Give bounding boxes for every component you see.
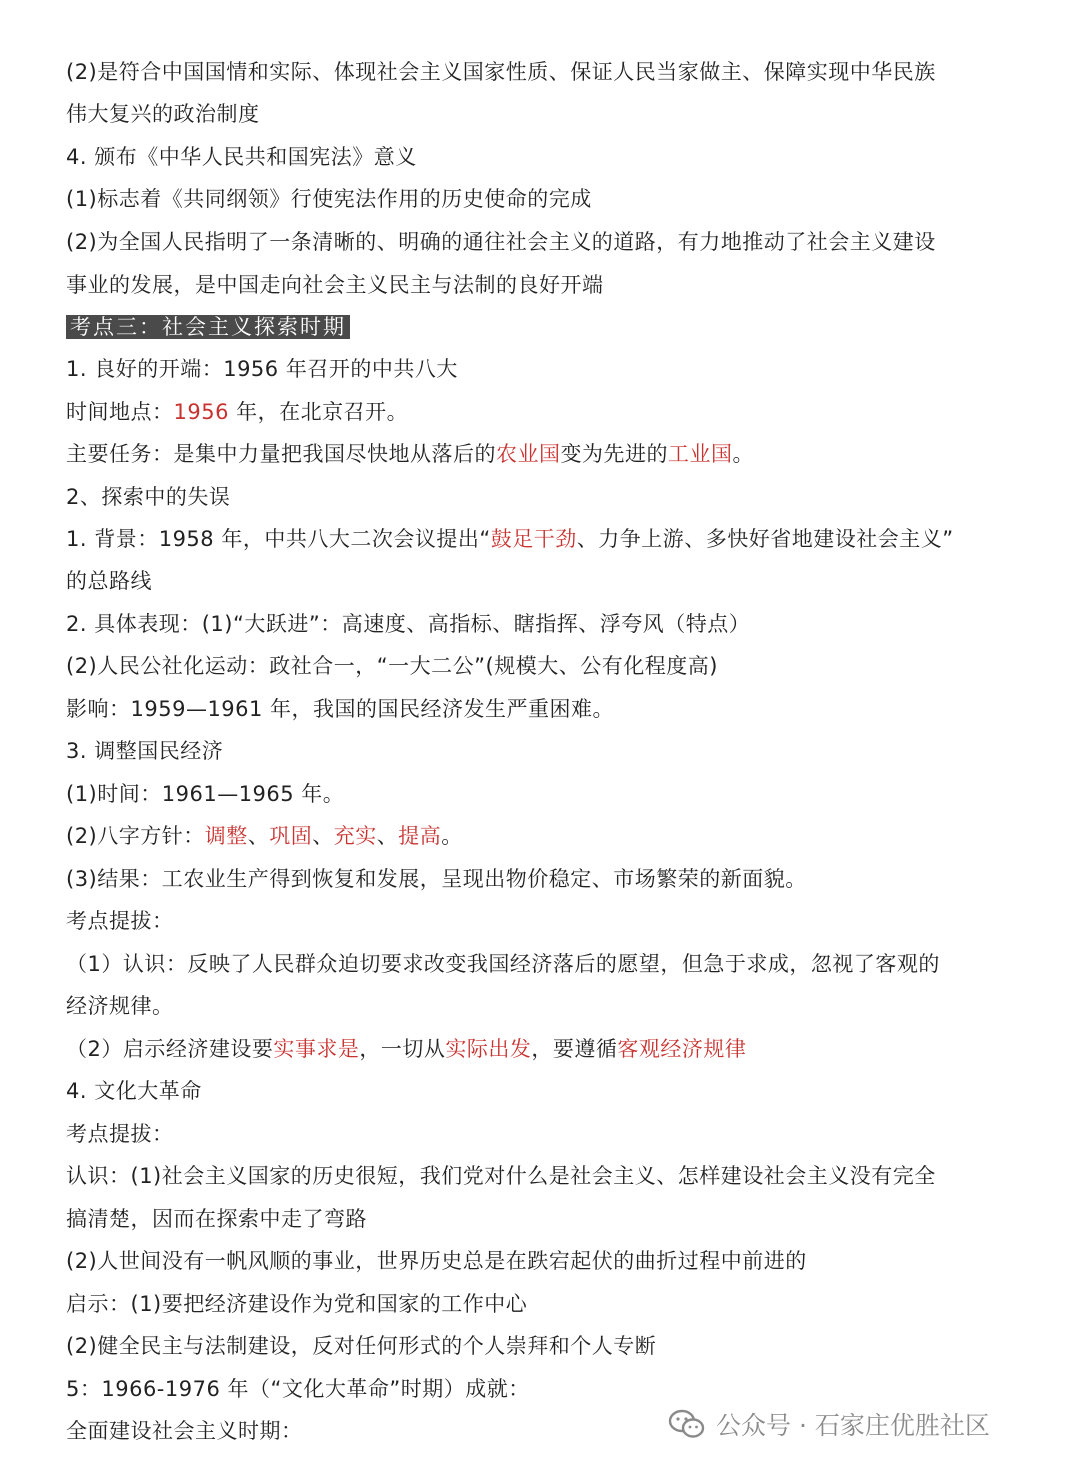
text-line xyxy=(66,439,754,469)
text-segment: 4. 文化大革命 xyxy=(66,1079,202,1103)
highlight-text: 充实 xyxy=(333,824,377,848)
text-segment: (1)时间：1961—1965 年。 xyxy=(66,782,345,806)
highlight-text: 农业国 xyxy=(496,442,561,466)
text-line xyxy=(66,1076,202,1106)
text-line xyxy=(66,482,230,512)
text-line xyxy=(66,566,152,596)
text-line xyxy=(66,1416,303,1446)
text-segment: 2、探索中的失误 xyxy=(66,485,231,509)
text-line xyxy=(66,609,750,639)
highlight-text: 实际出发 xyxy=(445,1037,532,1061)
text-segment: （1）认识：反映了人民群众迫切要求改变我国经济落后的愿望，但急于求成，忽视了客观的 xyxy=(66,952,940,976)
text-line xyxy=(66,1119,174,1149)
text-segment: 搞清楚，因而在探索中走了弯路 xyxy=(66,1207,367,1231)
highlight-text: 工业国 xyxy=(668,442,733,466)
text-segment: 变为先进的 xyxy=(560,442,668,466)
text-line xyxy=(66,397,408,427)
text-segment: 主要任务：是集中力量把我国尽快地从落后的 xyxy=(66,442,496,466)
text-line xyxy=(66,906,174,936)
text-segment: 伟大复兴的政治制度 xyxy=(66,102,260,126)
text-segment: 1. 背景：1958 年，中共八大二次会议提出“ xyxy=(66,527,491,551)
text-line xyxy=(66,1289,527,1319)
text-segment: 启示：(1)要把经济建设作为党和国家的工作中心 xyxy=(66,1292,528,1316)
watermark xyxy=(668,1404,990,1444)
text-segment: ，一切从 xyxy=(359,1037,446,1061)
text-line xyxy=(66,227,936,257)
highlight-text: 客观经济规律 xyxy=(617,1037,747,1061)
highlight-text: 调整 xyxy=(204,824,248,848)
text-line xyxy=(66,1331,656,1361)
text-segment: 、 xyxy=(312,824,334,848)
text-segment: 2. 具体表现：(1)“大跃进”：高速度、高指标、瞎指挥、浮夸风（特点） xyxy=(66,612,751,636)
text-segment: (2)人世间没有一帆风顺的事业，世界历史总是在跌宕起伏的曲折过程中前进的 xyxy=(66,1249,807,1273)
text-segment: 5：1966-1976 年（“文化大革命”时期）成就： xyxy=(66,1377,530,1401)
text-segment: 年，在北京召开。 xyxy=(228,400,409,424)
text-line xyxy=(66,354,458,384)
text-segment: 1. 良好的开端：1956 年召开的中共八大 xyxy=(66,357,458,381)
text-segment: (1)标志着《共同纲领》行使宪法作用的历史使命的完成 xyxy=(66,187,592,211)
text-line xyxy=(66,184,592,214)
text-segment: 、力争上游、多快好省地建设社会主义” xyxy=(576,527,954,551)
highlight-text: 鼓足干劲 xyxy=(490,527,577,551)
watermark-text: 公众号 · 石家庄优胜社区 xyxy=(716,1411,990,1440)
text-line xyxy=(66,1204,367,1234)
text-segment: (2)人民公社化运动：政社合一，“一大二公”(规模大、公有化程度高) xyxy=(66,654,718,678)
text-segment: 时间地点： xyxy=(66,400,174,424)
text-segment: 全面建设社会主义时期： xyxy=(66,1419,303,1443)
text-segment: 认识：(1)社会主义国家的历史很短，我们党对什么是社会主义、怎样建设社会主义没有完全 xyxy=(66,1164,936,1188)
highlight-text: 巩固 xyxy=(269,824,313,848)
text-line xyxy=(66,949,940,979)
text-segment: (2)为全国人民指明了一条清晰的、明确的通往社会主义的道路，有力地推动了社会主义建设 xyxy=(66,230,936,254)
text-segment: 考点三：社会主义探索时期 xyxy=(70,315,346,339)
text-line xyxy=(66,1246,807,1276)
text-segment: (2)八字方针： xyxy=(66,824,205,848)
text-line xyxy=(66,821,463,851)
text-segment: 3. 调整国民经济 xyxy=(66,739,224,763)
text-line xyxy=(66,524,954,554)
wechat-icon xyxy=(668,1408,706,1440)
text-segment: 4. 颁布《中华人民共和国宪法》意义 xyxy=(66,145,417,169)
text-segment: （2）启示经济建设要 xyxy=(66,1037,274,1061)
text-segment: 。 xyxy=(441,824,463,848)
text-line xyxy=(66,142,417,172)
text-segment: ，要遵循 xyxy=(531,1037,618,1061)
highlight-text: 1956 xyxy=(173,400,229,424)
text-line xyxy=(66,57,936,87)
text-line xyxy=(66,991,174,1021)
text-segment: (2)健全民主与法制建设，反对任何形式的个人崇拜和个人专断 xyxy=(66,1334,657,1358)
text-segment: 考点提拔： xyxy=(66,1122,174,1146)
text-segment: 影响：1959—1961 年，我国的国民经济发生严重困难。 xyxy=(66,697,615,721)
text-segment: 、 xyxy=(376,824,399,848)
text-line xyxy=(66,736,223,766)
text-line xyxy=(66,1034,746,1064)
text-line xyxy=(66,651,718,681)
text-segment: (3)结果：工农业生产得到恢复和发展，呈现出物价稳定、市场繁荣的新面貌。 xyxy=(66,867,807,891)
text-segment: 、 xyxy=(247,824,270,848)
highlight-text: 实事求是 xyxy=(273,1037,360,1061)
section-heading xyxy=(66,312,350,342)
text-line xyxy=(66,864,807,894)
text-segment: 。 xyxy=(732,442,754,466)
text-line xyxy=(66,779,344,809)
text-line xyxy=(66,270,604,300)
text-line xyxy=(66,694,614,724)
text-segment: 考点提拔： xyxy=(66,909,174,933)
text-segment: (2)是符合中国国情和实际、体现社会主义国家性质、保证人民当家做主、保障实现中华民族 xyxy=(66,60,936,84)
section-heading-label xyxy=(66,315,350,339)
text-segment: 的总路线 xyxy=(66,569,152,593)
text-line xyxy=(66,99,260,129)
highlight-text: 提高 xyxy=(398,824,442,848)
text-line xyxy=(66,1161,936,1191)
text-line xyxy=(66,1374,530,1404)
text-segment: 经济规律。 xyxy=(66,994,174,1018)
text-segment: 事业的发展，是中国走向社会主义民主与法制的良好开端 xyxy=(66,273,604,297)
